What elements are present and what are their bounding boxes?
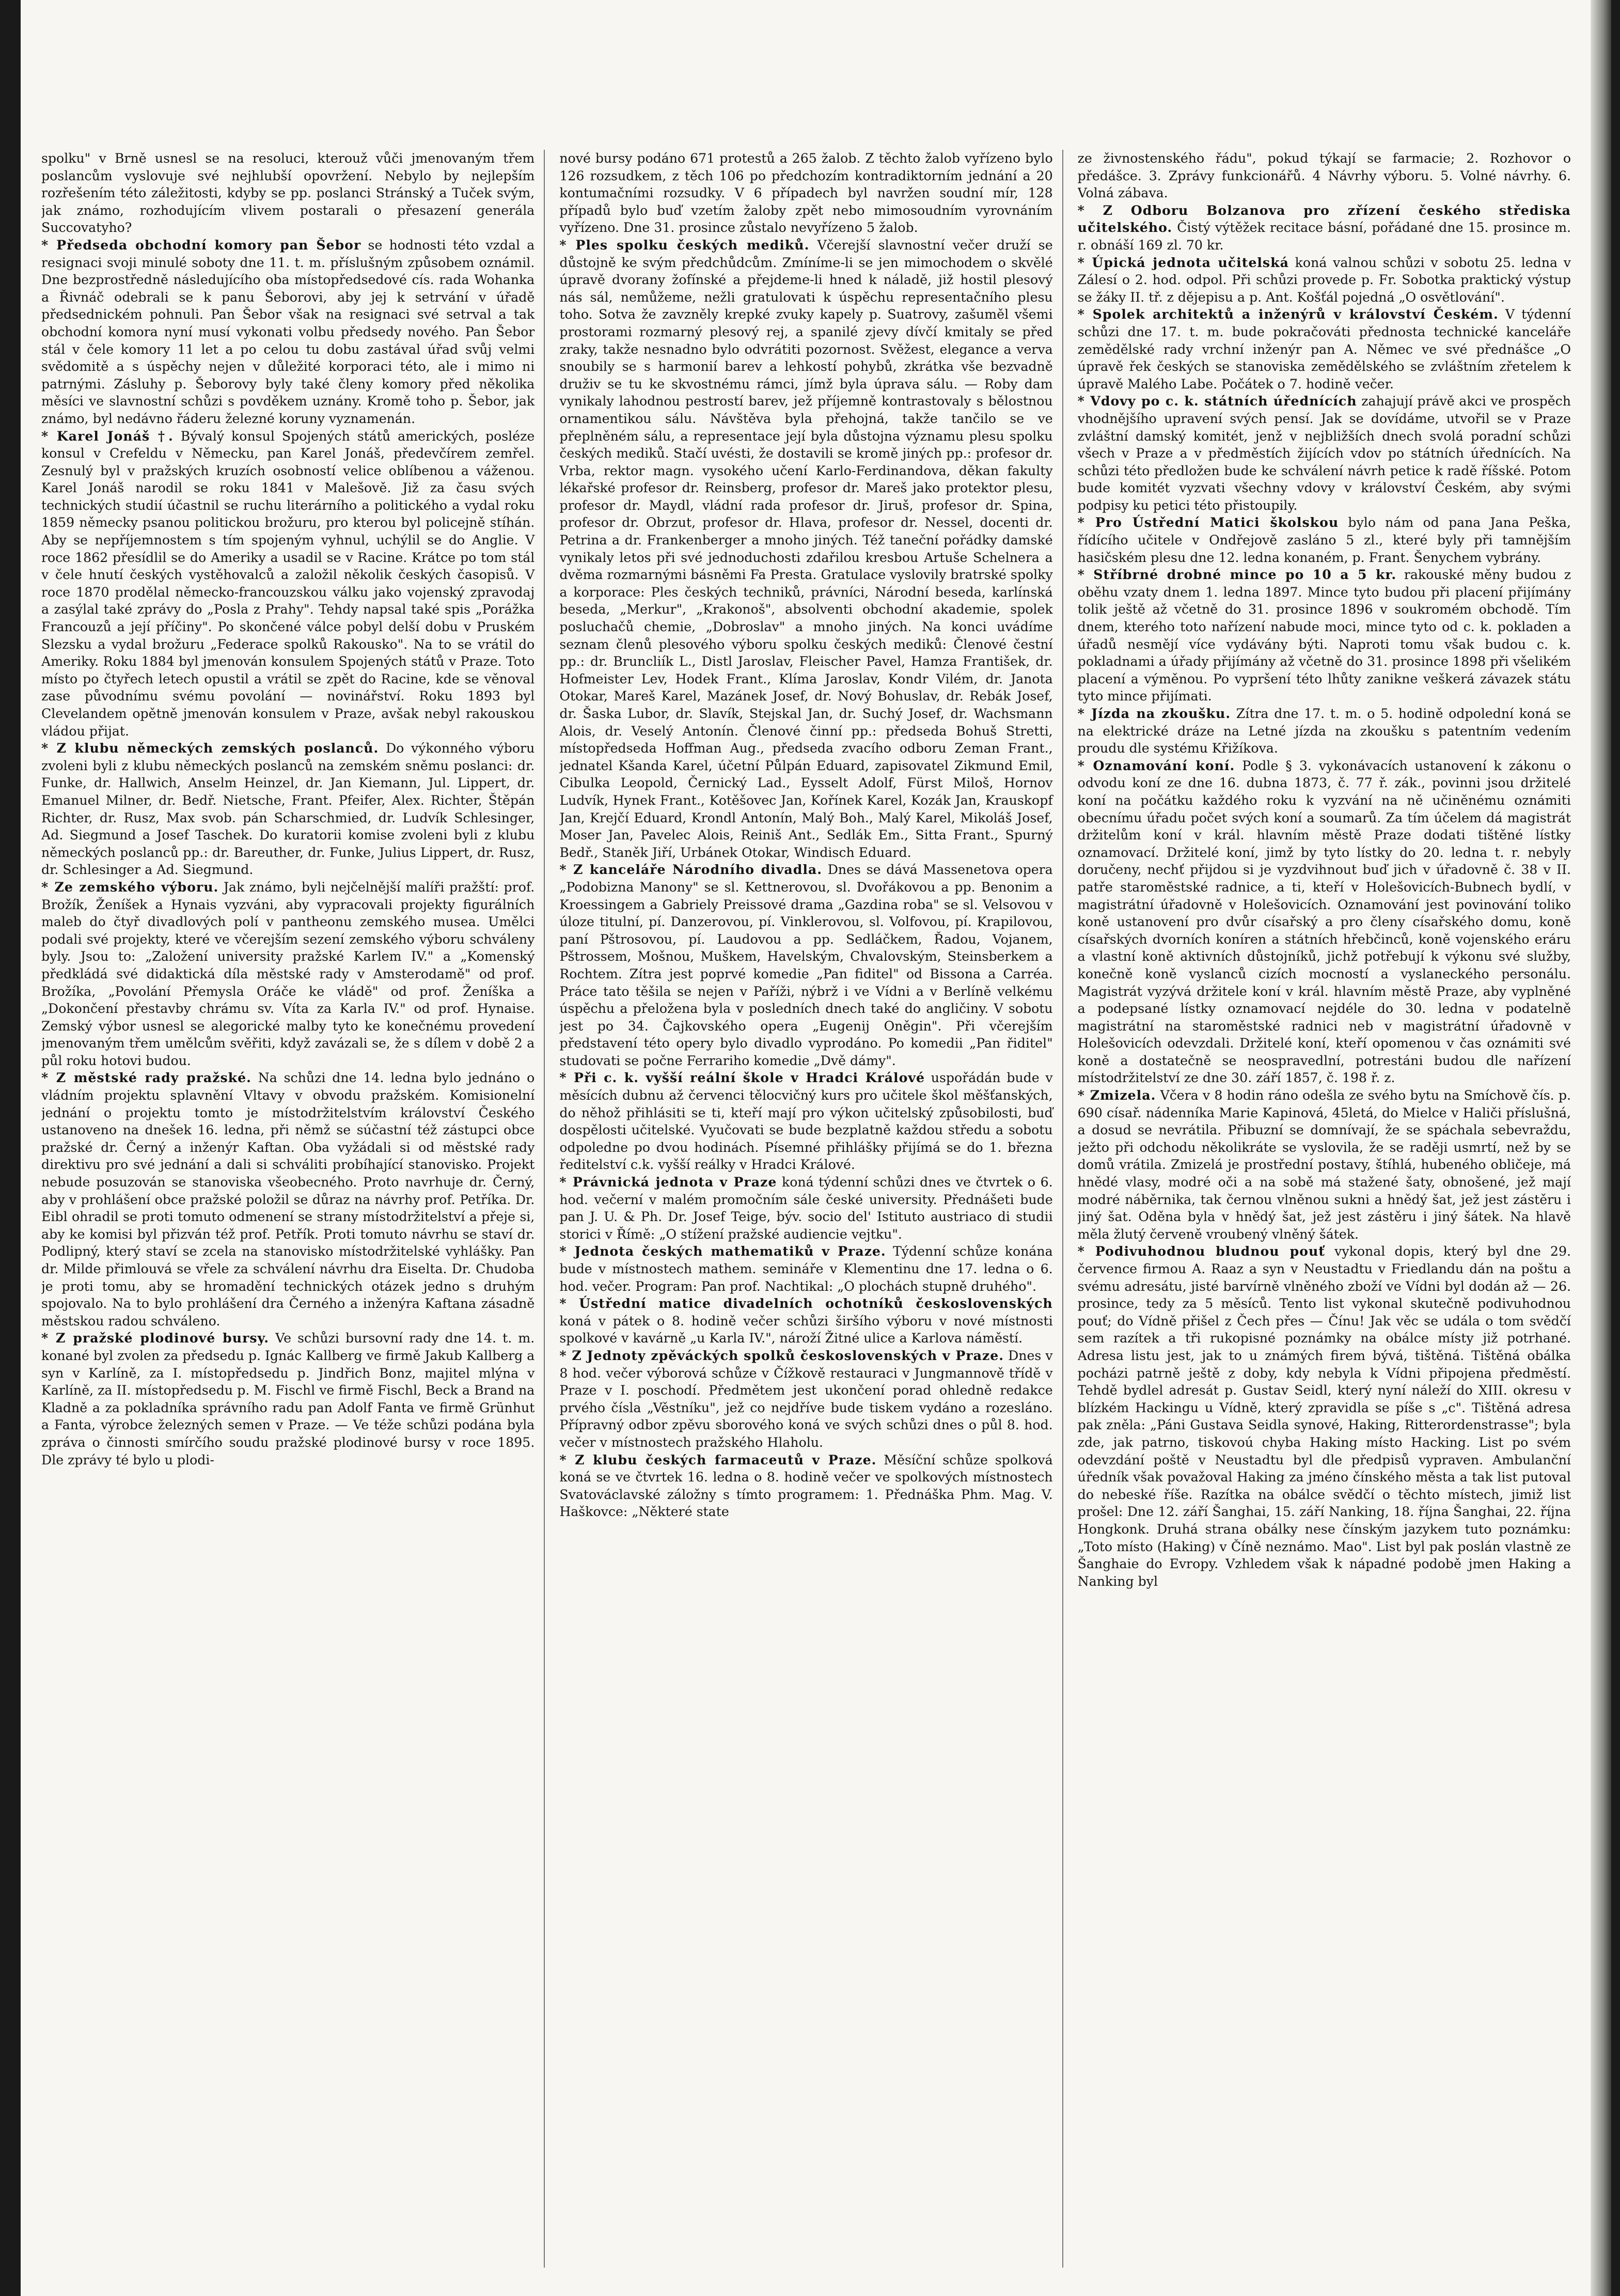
article-body: vykonal dopis, který byl dne 29. července firmou A. Raaz a syn v Neustadtu v Friedlandu dán na poštu a svému adresátu, jisté barvírně vlněného zboží ve Vídni byl dodán až — 26. prosince, tedy za 5 měsíců. Tento list vykonal skutečně podivuhodnou pouť; do Vídně přišel z Čech přes — Čínu! Jak věc se udála o tom svědčí sem razítek a tři rukopisné poznámky na obálce místy již potrhané. Adresa listu jest, jak to u známých firem bývá, tištěná. Tištěná obálka pocházi patrně ještě z doby, kdy nebyla k Vídni připojena předměstí. Tehdě bydlel adresát p. Gustav Seidl, který nyní náleží do XIII. okresu v blízkém Hackingu u Vídně, který zpravidla se píše s „c". Tištěná adresa pak zněla: „Páni Gustava Seidla synové, Haking, Ritterordenstrasse"; byla zde, jak patrno, tiskovoú chyba Haking místo Hacking. List po svém odevzdání poště v Neustadtu byl dle předpisů vypraven. Ambulanční úředník však považoval Haking za jméno čínského města a tak list putoval do nebeské říše. Razítka na obálce svědčí o těchto místech, jimiž list prošel: Dne 12. září Šanghai, 15. září Nanking, 18. října Šanghai, 22. října Hongkonk. Druhá strana obálky nese čínským jazykem tuto poznámku: „Toto místo (Haking) v Číně neznámo. Mao". List byl pak poslán vlastně ze Šanghaie do Evropy. Vzhledem však k nápadné podobě jmen Haking a Nanking byl bbox=[1077, 1244, 1571, 1589]
article-paragraph bbox=[1078, 254, 1571, 306]
article-body: ze živnostenského řádu", pokud týkají se farmacie; 2. Rozhovor o předášce. 3. Zprávy funkcionářů. 4 Návrhy výboru. 5. Volné návrhy. 6. Volná zábava. bbox=[1077, 151, 1571, 201]
article-paragraph bbox=[1078, 393, 1571, 514]
article-body: Dnes v 8 hod. večer výborová schůze v Čížkově restauraci v Jungmannově třídě v Praze v I. poschodí. Předmětem jest ukončení porad ohledně redakce prvého čísla „Věstníku", jež co nejdříve bude tiskem vydáno a rozesláno. Přípravný odbor zpěvu sborového koná ve svých schůzi dnes o půl 8. hod. večer v místnostech pražského Hlaholu. bbox=[559, 1348, 1053, 1450]
article-body: spolku" v Brně usnesl se na resoluci, kterouž vůči jmenovaným třem poslancům vyslovuje své nejhlubší opovržení. Nebylo by nejlepším rozřešením této záležitosti, kdyby se pp. poslanci Stránský a Tuček svým, jak známo, rozhodujícím vlivem postarali o přesazení generála Succovatyho? bbox=[41, 151, 535, 236]
article-heading: * Z klubu německých zemských poslanců. bbox=[41, 740, 379, 756]
column-3 bbox=[1078, 150, 1580, 2268]
article-paragraph bbox=[559, 1347, 1052, 1451]
article-paragraph bbox=[41, 1330, 534, 1469]
article-body: Včerejší slavnostní večer druží se důstojně ke svým předchůdcům. Zmíníme-li se jen mimochodem o skvělé úpravě dvorany žofínské a přejdeme-li hned k náladě, již hostil plesový nás sál, nemůžeme, nežli gratulovati k úspěchu representačního plesu toho. Sotva že zavzněly krepké zvuky kapely p. Suatrovy, zašuměl všemi prostorami rozmarný plesový rej, a spanilé zjevy dívčí kmitaly se před zraky, takže nesnadno bylo odvrátiti pozornost. Svěžest, elegance a verva snoubily se s harmonií barev a lehkostí pohybů, zkrátka vše bezvadně druživ se tu ke skvostnému rámci, jímž byla úprava sálu. — Roby dam vynikaly lahodnou pestrostí barev, jež příjemně kontrastovaly s bělostnou ornamentikou sálu. Návštěva byla přehojná, takže tančilo se ve přeplněném sálu, a representace její byla důstojna významu plesu spolku českých mediků. Stačí uvésti, že dostavili se kromě jiných pp.: profesor dr. Vrba, rektor magn. vysokého učení Karlo-Ferdinandova, děkan fakulty lékařské profesor dr. Reinsberg, profesor dr. Mareš jako protektor plesu, profesor dr. Maydl, vládní rada profesor dr. Jiruš, profesor dr. Spina, profesor dr. Obrzut, profesor dr. Hlava, profesor dr. Nessel, docenti dr. Petrina a dr. Frankenberger a mnoho jiných. Též taneční pořádky damské vynikaly letos při své jednoduchosti zdařilou kresbou Artuše Schelnera a dvěma rozmarnými básněmi Fa Presta. Gratulace vyslovily bratrské spolky a korporace: Ples českých techniků, právníci, Národní beseda, karlínská beseda, „Merkur", „Krakonoš", absolventi obchodní akademie, spolek posluchačů chemie, „Dobroslav" a mnoho jiných. Na konci uvádíme seznam členů plesového výboru spolku českých mediků: Členové čestní pp.: dr. Bruncliík L., Distl Jaroslav, Fleischer Pavel, Hamza František, dr. Hofmeister Lev, Hodek Frant., Klíma Jaroslav, Kondr Vilém, dr. Janota Otokar, Mareš Karel, Mazánek Josef, dr. Nový Bohuslav, dr. Rebák Josef, dr. Šaska Lubor, dr. Slavík, Stejskal Jan, dr. Suchý Josef, dr. Wachsmann Alois, dr. Veselý Antonín. Členové činní pp.: předseda Bohuš Stretti, místopředseda Hoffman Aug., předseda zvacího odboru Zeman Frant., jednatel Kšanda Karel, účetní Půlpán Eduard, zapisovatel Zikmund Emil, Cibulka Leopold, Černický Lad., Eysselt Adolf, Fürst Miloš, Hornov Ludvík, Hynek Frant., Kotěšovec Jan, Kořínek Karel, Kozák Jan, Krauskopf Jan, Krejčí Eduard, Krondl Antonín, Malý Boh., Malý Karel, Mikoláš Josef, Moser Jan, Pavelec Alois, Reiniš Ant., Sedlák Em., Sitta Frant., Spurný Bedř., Staněk Jiří, Urbánek Otokar, Windisch Eduard. bbox=[559, 237, 1053, 860]
article-heading: * Zmizela. bbox=[1077, 1087, 1156, 1103]
article-body: se hodnosti této vzdal a resignaci svoji minulé soboty dne 11. t. m. příslušným způsobem oznámil. Dne bezprostředně následujícího oba místopředsedové cís. rada Wohanka a Řivnáč odebrali se k panu Šeborovi, aby jej k setrvání v úřadě předsednickém pohnuli. Pan Šebor však na resignaci své setrval a tak obchodní komora nyní musí vykonati volbu předsedy nového. Pan Šebor stál v čele komory 11 let a po celou tu dobu zastával úřad svůj velmi svědomitě a s úspěchy nejen v důležité korporaci této, ale i mimo ni patrnými. Zásluhy p. Šeborovy byly také členy komory před několika měsíci ve slavnostní schůzi s povděkem uznány. Kromě toho p. Šebor, jak známo, byl nedávno řáderu železné koruny vyznamenán. bbox=[41, 237, 535, 426]
article-heading: * Z klubu českých farmaceutů v Praze. bbox=[559, 1451, 877, 1467]
article-body: Dnes se dává Massenetova opera „Podobizna Manony" se sl. Kettnerovou, sl. Dvořákovou a pp. Benonim a Kroessingem a Gabriely Preissové drama „Gazdina roba" se sl. Velsovou v úloze titulní, pí. Danzerovou, pí. Vinklerovou, sl. Volfovou, pí. Krapilovou, paní Pštrosovou, pí. Laudovou a pp. Sedláčkem, Řadou, Vojanem, Pštrossem, Mošnou, Muškem, Havelským, Chvalovským, Steinsberkem a Rochtem. Zítra jest poprvé komedie „Pan fiditel" od Bissona a Carréa. Práce tato těšila se nejen v Paříži, nýbrž i ve Vídni a v Berlíně velkému úspěchu a přeložena byla v posledních dnech také do angličiny. V sobotu jest po 34. Čajkovského opera „Eugenij Oněgin". Při včerejším představení této opery bylo divadlo vyprodáno. Po komedii „Pan řiditel" studovati se počne Ferrariho komedie „Dvě dámy". bbox=[559, 862, 1053, 1068]
article-body: Včera v 8 hodin ráno odešla ze svého bytu na Smíchově čís. p. 690 císař. nádenníka Marie Kapinová, 45letá, do Mielce v Haliči příslušná, a dosud se nevrátila. Přibuzní se domnívají, že se spáchala sebevraždu, ježto při odchodu několikráte se vyslovila, že se raději usmrtí, než by se domů vrátila. Zmizelá je prostřední postavy, štíhlá, hubeného obličeje, má hnědé vlasy, modré oči a na sobě má stažené šaty, obnošené, jež mají modré náběrnika, tak černou vlněnou sukni a hnědý šat, jež jest zástěru i jiný šat. Oděna byla v hnědý šat, jež jest zástěru i jiný šátek. Na hlavě měla žlutý červeně vroubený vlněný šátek. bbox=[1077, 1088, 1571, 1242]
article-paragraph bbox=[41, 150, 534, 237]
article-body: Týdenní schůze konána bude v místnostech mathem. semináře v Klementinu dne 17. ledna o 6. hod. večer. Program: Pan prof. Nachtikal: „O plochách stupně druhého". bbox=[559, 1244, 1053, 1294]
article-heading: * Jednota českých mathematiků v Praze. bbox=[559, 1243, 886, 1259]
article-body: nové bursy podáno 671 protestů a 265 žalob. Z těchto žalob vyřízeno bylo 126 rozsudkem, z těch 106 po předchozím kontradiktorním jednání a 20 kontumačními rozsudky. V 6 případech byl navržen soudní mír, 128 případů bylo buď vzetím žaloby zpět nebo mimosoudním vyrovnáním vyřízeno. Dne 31. prosince zůstalo nevyřízeno 5 žalob. bbox=[559, 151, 1053, 236]
article-body: koná v pátek o 8. hodině večer schůzi širšího výboru v nové místnosti spolkové v kavárně „u Karla IV.", nároží Žitné ulice a Karlova náměstí. bbox=[559, 1313, 1053, 1346]
article-heading: * Oznamování koní. bbox=[1077, 757, 1235, 773]
article-heading: * Vdovy po c. k. státních úřednících bbox=[1077, 393, 1357, 409]
article-heading: * Podivuhodnou bludnou pouť bbox=[1077, 1243, 1325, 1259]
article-body: Bývalý konsul Spojených států amerických, posléze konsul v Crefeldu v Německu, pan Karel Jonáš, předevčírem zemřel. Zesnulý byl v pražských kruzích osobností velice oblíbenou a váženou. Karel Jonáš narodil se roku 1841 v Malešově. Již za času svých technických studií účastnil se ruchu literárního a politického a vydal roku 1859 německy psanou politickou brožuru, pro kterou byl policejně stíhán. Aby se nepříjemnostem s tím spojeným vyhnul, uchýlil se do Anglie. V roce 1862 přesídlil se do Ameriky a usadil se v Racine. Krátce po tom stál v čele hnutí českých vystěhovalců a založil několik českých časopisů. V roce 1870 prodělal německo-francouzskou válku jako vojenský zpravodaj a zasýlal také zprávy do „Posla z Prahy". Tehdy napsal také spis „Porážka Francouzů a její příčiny". Po skončené válce pobyl delší dobu v Pruském Slezsku a vydal brožuru „Federace spolků Rakousko". Na to se vrátil do Ameriky. Roku 1884 byl jmenován konsulem Spojených států v Praze. Toto místo po čtyřech letech opustil a vrátil se zpět do Racine, kde se věnoval zase původnímu svému povolání — novinářství. Roku 1893 byl Clevelandem opětně jmenován konsulem v Praze, avšak nebyl rakouskou vládou přijat. bbox=[41, 428, 535, 739]
article-heading: * Ústřední matice divadelních ochotníků československých bbox=[559, 1295, 1053, 1311]
article-heading: * Z městské rady pražské. bbox=[41, 1070, 251, 1086]
article-paragraph bbox=[1078, 306, 1571, 393]
article-paragraph bbox=[41, 740, 534, 879]
article-paragraph bbox=[559, 1295, 1052, 1347]
article-paragraph bbox=[41, 879, 534, 1070]
article-paragraph bbox=[41, 237, 534, 428]
article-paragraph bbox=[1078, 514, 1571, 566]
article-paragraph bbox=[559, 861, 1052, 1069]
article-paragraph bbox=[559, 1451, 1052, 1521]
article-paragraph bbox=[1078, 1087, 1571, 1243]
article-paragraph bbox=[559, 150, 1052, 237]
article-body: koná valnou schůzi v sobotu 25. ledna v Zálesí o 2. hod. odpol. Při schůzi provede p. Fr. Sobotka praktický výstup se žáky II. tř. z dějepisu a p. Ant. Košťál pojedná „O osvětlování". bbox=[1077, 255, 1571, 305]
article-body: bylo nám od pana Jana Peška, řídícího učitele v Ondřejově zasláno 5 zl., které byly při tamnějším hasičském plesu dne 12. ledna konaném, p. Frant. Šenychem vybrány. bbox=[1077, 515, 1571, 565]
article-body: Na schůzi dne 14. ledna bylo jednáno o vládním projektu splavnění Vltavy v obvodu pražském. Komisionelní jednání o projektu tomto je místodržitelstvím království Českého ustanoveno na dnešek 16. ledna, při němž se súčastní též zástupci obce pražské dr. Černý a inženýr Kaftan. Oba vyžádali si od městské rady direktivu pro své jednání a dali si schváliti probíhající stanovisko. Projekt nebude posuzován se stanoviska všeobecného. Proto navrhuje dr. Černý, aby v prohlášení obce pražské položil se důraz na návrhy prof. Petříka. Dr. Eibl ohradil se proti tomuto odmenení se strany místodržitelství a přeje si, aby ke komisi byl přizván též prof. Petřík. Proti tomuto návrhu se staví dr. Podlipný, který staví se zcela na stanovisko místodržitelské vyhlášky. Pan dr. Milde přimlouvá se vřele za schválení návrhu dra Eiselta. Dr. Chudoba je proti tomu, aby se hromadění technických otázek jedno s druhým spojovalo. Na to bylo prohlášení dra Černého a inženýra Kaftana zásadně městskou radou schváleno. bbox=[41, 1070, 535, 1329]
article-body: Do výkonného výboru zvoleni byli z klubu německých poslanců na zemském sněmu poslanci: dr. Funke, dr. Hallwich, Anselm Heinzel, dr. Jan Kiemann, Jul. Lippert, dr. Emanuel Milner, dr. Bedř. Nietsche, Frant. Pfeifer, Alex. Richter, Štěpán Richter, dr. Rusz, Max svob. pán Scharschmied, dr. Ludvík Schlesinger, Ad. Siegmund a Josef Taschek. Do kuratorii komise zvoleni byli z klubu německých poslanců pp.: dr. Bareuther, dr. Funke, Julius Lippert, dr. Rusz, dr. Schlesinger a Ad. Siegmund. bbox=[41, 741, 535, 878]
article-body: Podle § 3. vykonávacích ustanovení k zákonu o odvodu koní ze dne 16. dubna 1873, č. 77 ř. zák., povinni jsou držitelé koní na počátku každého roku k vyzvání na ně učiněnému oznámiti obecnímu úřadu počet svých koní a soumarů. Za tím účelem dá magistrát držitelům koní v král. hlavním městě Praze dodati tištěné lístky oznamovací. Držitelé koní, jimž by tyto lístky do 20. ledna t. r. nebyly doručeny, nechť přijdou si je vyzdvihnout buď jich v úřadovně č. 38 v II. patře staroměstské radnice, a ti, kteří v Holešovicích-Bubnech bydlí, v magistrátní úřadovně v Holešovicích. Oznamování jest povinování toliko koně ustanovení pro dvůr císařský a pro členy císařského domu, koně císařských dvorních koníren a státních hřebčinců, koně vojenského eráru a vlastní koně aktivních důstojníků, jichž potřebují k výkonu své služby, konečně koně vyslanců cizích mocností a vyslaneckého personálu. Magistrát vyzývá držitele koní v král. hlavním městě Praze, aby vyplněné a podepsané lístky oznamovací nejdéle do 30. ledna v podatelně magistrátní na staroměstské radnici neb v magistrátní úřadovně v Holešovicích odevzdali. Držitelé koní, kteří opomenou v čas oznámiti své koně a dostatečně se neospravedlní, potrestáni budou dle nařízení místodržitelství ze dne 30. září 1857, č. 198 ř. z. bbox=[1077, 758, 1571, 1086]
article-paragraph bbox=[1078, 150, 1571, 202]
column-2 bbox=[559, 150, 1063, 2268]
article-heading: * Ze zemského výboru. bbox=[41, 879, 219, 895]
article-paragraph bbox=[559, 1174, 1052, 1243]
article-paragraph bbox=[559, 1243, 1052, 1295]
article-heading: * Z kanceláře Národního divadla. bbox=[559, 862, 822, 878]
article-paragraph bbox=[1078, 202, 1571, 254]
article-heading: * Stříbrné drobné mince po 10 a 5 kr. bbox=[1077, 567, 1397, 583]
article-heading: * Spolek architektů a inženýrů v království Českém. bbox=[1077, 306, 1499, 322]
article-paragraph bbox=[1078, 757, 1571, 1087]
article-paragraph bbox=[1078, 566, 1571, 705]
article-heading: * Jízda na zkoušku. bbox=[1077, 706, 1231, 721]
article-heading: * Z Odboru Bolzanova pro zřízení českého střediska učitelského. bbox=[1077, 202, 1571, 236]
article-paragraph bbox=[41, 428, 534, 740]
article-paragraph bbox=[41, 1069, 534, 1330]
article-body: Ve schůzi bursovní rady dne 14. t. m. konané byl zvolen za předsedu p. Ignác Kallberg ve firmě Jakub Kallberg a syn v Karlíně, za I. místopředsedu p. Jindřich Bonz, majitel mlýna v Karlíně, za II. místopředsedu p. M. Fischl ve firmě Fischl, Beck a Brand na Kladně a za pokladníka správního radu pan Adolf Fanta ve firmě Grünhut a Fanta, výrobce železných semen v Praze. — Ve téže schůzi podána byla zpráva o činnosti smírčího soudu pražské plodinové bursy v roce 1895. Dle zprávy té bylo u plodi- bbox=[41, 1331, 535, 1467]
article-heading: * Z Jednoty zpěváckých spolků československých v Praze. bbox=[559, 1347, 1004, 1363]
article-body: koná týdenní schůzi dnes ve čtvrtek o 6. hod. večerní v malém promočním sále české university. Přednášeti bude pan J. U. & Ph. Dr. Josef Teige, býv. socio del' Istituto austriaco di studii storici v Římě: „O stížení pražské audiencie vejtku". bbox=[559, 1175, 1053, 1242]
article-heading: * Z pražské plodinové bursy. bbox=[41, 1330, 270, 1346]
scan-edge bbox=[1591, 0, 1611, 2296]
article-heading: * Při c. k. vyšší reální škole v Hradci Králové bbox=[559, 1070, 925, 1086]
article-heading: * Ples spolku českých mediků. bbox=[559, 237, 810, 253]
article-paragraph bbox=[1078, 1243, 1571, 1590]
article-body: Zítra dne 17. t. m. o 5. hodině odpolední koná se na elektrické dráze na Letné jízda na zkoušku s patentním vedením proudu dle systému Křižíkova. bbox=[1077, 706, 1571, 756]
article-body: Čistý výtěžek recitace básní, pořádané dne 15. prosince m. r. obnáší 169 zl. 70 kr. bbox=[1077, 220, 1571, 253]
article-heading: * Úpická jednota učitelská bbox=[1077, 254, 1289, 270]
article-heading: * Právnická jednota v Praze bbox=[559, 1174, 777, 1190]
article-body: zahajují právě akci ve prospěch vhodnějšího upravení svých pensí. Jak se dovídáme, utvořil se v Praze zvláštní damský komitét, jenž v nejbližších dnech svolá poradní schůzi všech v Praze a v předměstích žijících vdov po státních úřednících. Na schůzi této předložen bude ke schválení návrh petice k radě říšské. Potom bude komitét vyzvati všechny vdovy v království Českém, aby svými podpisy ku petici této přistoupily. bbox=[1077, 394, 1571, 513]
article-heading: * Pro Ústřední Matici školskou bbox=[1077, 514, 1339, 530]
article-heading: * Předseda obchodní komory pan Šebor bbox=[41, 237, 361, 253]
article-body: Jak známo, byli nejčelnější malíři pražští: prof. Brožík, Ženíšek a Hynais vyzváni, aby vypracovali projekty figurálních maleb do čtyř divadlových polí v pantheonu zemského musea. Umělci podali své projekty, které ve včerejším sezení zemského výboru schváleny byly. Jsou to: „Založení university pražské Karlem IV." a „Komenský předkládá své didaktická díla městské rady v Amsterodamě" od prof. Brožíka, „Povolání Přemysla Oráče ke vládě" od prof. Ženíška a „Dokončení přestavby chrámu sv. Víta za Karla IV." od prof. Hynaise. Zemský výbor usnesl se alegorické malby tyto ke konečnému provedení jmenovaným třem umělcům svěřiti, když zavázali se, že s dílem v době 2 a půl roku hotovi budou. bbox=[41, 879, 535, 1068]
article-paragraph bbox=[1078, 705, 1571, 757]
column-1 bbox=[41, 150, 545, 2268]
article-body: rakouské měny budou z oběhu vzaty dnem 1. ledna 1897. Mince tyto budou při placení přijímány tolik ještě až včetně do 31. prosince 1896 v soukromém obchodě. Tím dnem, kterého toto nařízení nabude moci, mince tyto od c. k. pokladen a úřadů nesmějí více vydávány býti. Naproti tomu však budou c. k. pokladnami a úřady přijímány až včetně do 31. prosince 1898 při všelikém placení a výměnou. Po vypršení této lhůty zanikne veškerá závazek státu tyto mince přijímati. bbox=[1077, 567, 1571, 704]
article-body: V týdenní schůzi dne 17. t. m. bude pokračováti přednosta technické kanceláře zemědělské rady vrchní inženýr pan A. Němec ve své přednášce „O úpravě řek českých se stanoviska zemědělského se zvláštním zřetelem k úpravě Malého Labe. Počátek o 7. hodině večer. bbox=[1077, 307, 1571, 392]
newspaper-page bbox=[21, 0, 1611, 2296]
text-columns bbox=[41, 150, 1580, 2268]
article-heading: * Karel Jonáš †. bbox=[41, 428, 174, 444]
article-body: uspořádán bude v měsících dubnu až červenci tělocvičný kurs pro učitele škol měšťanských, do něhož přihlásiti se ti, kteří mají pro výkon učitelský způsobilosti, buď dospělosti učitelské. Vyučovati se bude bezplatně každou středu a sobotu odpoledne po dvou hodinách. Písemné přihlášky přijímá se do 1. března ředitelství c.k. vyšší reálky v Hradci Králové. bbox=[559, 1070, 1053, 1173]
article-paragraph bbox=[559, 237, 1052, 861]
article-body: Měsíční schůze spolková koná se ve čtvrtek 16. ledna o 8. hodině večer ve spolkových místnostech Svatováclavské záložny s tímto programem: 1. Přednáška Phm. Mag. V. Haškovce: „Některé state bbox=[559, 1452, 1053, 1520]
article-paragraph bbox=[559, 1069, 1052, 1174]
